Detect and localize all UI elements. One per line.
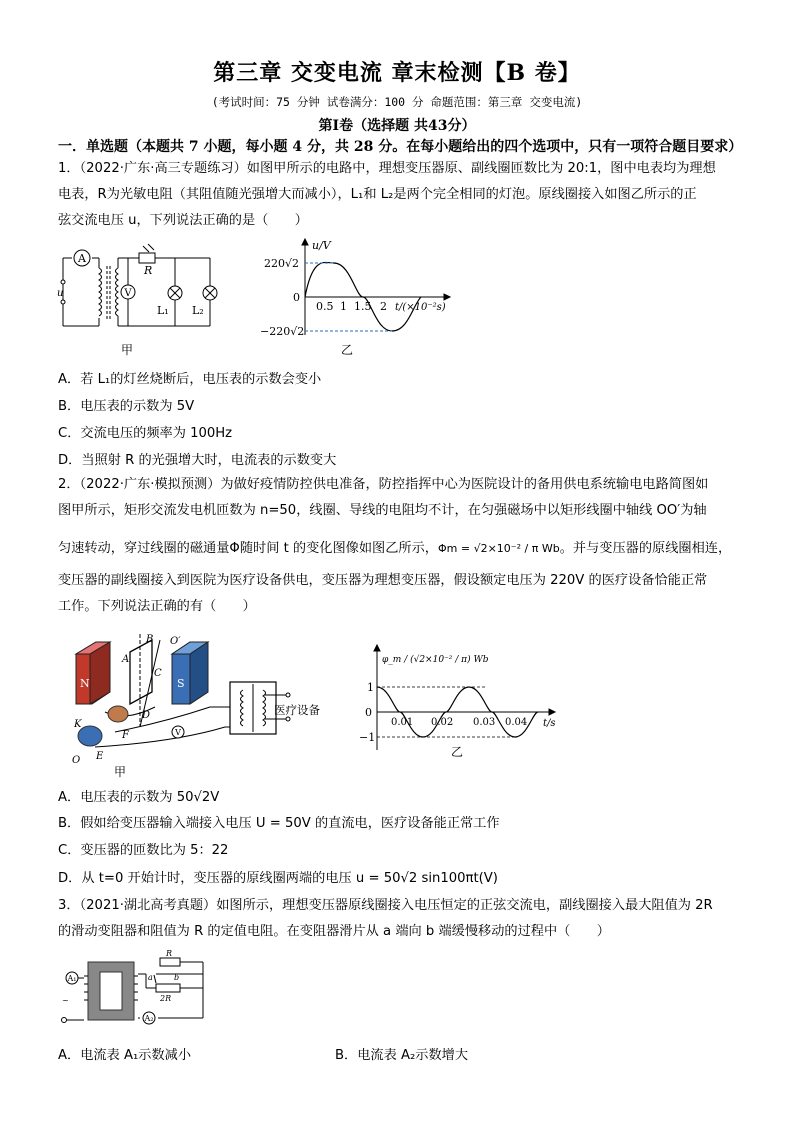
q2-fig-b-caption: 乙 [451,745,464,759]
q3-stem-line2: 的滑动变阻器和阻值为 R 的定值电阻。在变阻器滑片从 a 端向 b 端缓慢移动的过程中（ ） [58,924,610,939]
q2-stem-line3b: 。并与变压器的原线圈相连， [559,541,732,556]
q2-graph-ytick-1: 1 [367,681,374,694]
q2-graph-xlabel: t/s [543,718,556,729]
q2-graph-ytick-neg1: −1 [359,731,376,744]
lamp1-label: L₁ [157,304,169,317]
point-f-label: F [122,730,129,741]
q2-stem-line3a: 匀速转动，穿过线圈的磁通量Φ随时间 t 的变化图像如图乙所示， [58,541,438,556]
q1-graph-xtick-2: 1 [340,300,347,313]
exam-meta: (考试时间：75 分钟 试卷满分：100 分 命题范围：第三章 交变电流) [211,95,583,109]
section-heading: 一．单选题（本题共 7 小题，每小题 4 分，共 28 分。在每小题给出的四个选项中，只有一项符合题目要求） [58,139,743,155]
q1-stem-line2: 电表，R为光敏电阻（其阻值随光强增大而减小），L₁和 L₂是两个完全相同的灯泡。原线圈接入如图乙所示的正 [58,187,697,202]
q3-ac-source-label: ~ [62,996,69,1005]
q2-option-a: A．电压表的示数为 50√2V [58,790,220,805]
q2-graph-xtick-2: 0.02 [431,717,454,728]
q2-stem-line5: 工作。下列说法正确的有（ ） [58,599,256,614]
q2-graph-ytick-0: 0 [365,706,372,719]
q3-point-a-label: a [148,973,153,982]
q1-graph-ylabel: u/V [312,239,331,252]
resistor-label: R [144,264,153,277]
q2-option-d: D．从 t=0 开始计时，变压器的原线圈两端的电压 u = 50√2 sin100πt(V) [58,871,498,886]
q1-graph-origin: 0 [293,291,300,304]
q3-stem [58,893,748,945]
point-c-label: C [154,668,162,679]
point-b-label: B [146,634,154,645]
q1-option-a: A．若 L₁的灯丝烧断后，电压表的示数会变小 [58,372,322,387]
q1-graph-xtick-1: 0.5 [316,300,334,313]
q2-generator-figure [60,632,330,772]
q1-graph-xlabel: t/(×10⁻²s) [395,302,446,313]
q1-option-d: D．当照射 R 的光强增大时，电流表的示数变大 [58,453,337,468]
q3-option-b: B．电流表 A₂示数增大 [335,1048,469,1063]
point-o-label: O [72,755,81,766]
q2-stem-line2: 图甲所示，矩形交流发电机匝数为 n=50，线圈、导线的电阻均不计，在匀强磁场中以矩形线圈中轴线 OO′为轴 [58,503,707,518]
q1-circuit-figure [55,238,225,336]
q3-resistor-r-label: R [166,949,173,958]
q2-option-b: B．假如给变压器输入端接入电压 U = 50V 的直流电，医疗设备能正常工作 [58,816,500,831]
point-k-label: K [74,719,82,730]
q2-graph-xtick-4: 0.04 [505,717,528,728]
q2-voltmeter-label: V [175,728,181,737]
q2-stem-cont [58,568,748,620]
q2-stem-line1: 2．（2022·广东·模拟预测）为做好疫情防控供电准备，防控指挥中心为医院设计的备用供电系统输电电路简图如 [58,477,709,492]
q3-ammeter1-label: A₁ [67,974,77,983]
q2-graph-xtick-1: 0.01 [391,717,414,728]
q1-stem-line1: 1．（2022·广东·高三专题练习）如图甲所示的电路中，理想变压器原、副线圈匝数比为 20:1，图中电表均为理想 [58,161,716,176]
q1-graph-ymax: 220√2 [264,257,300,270]
q2-option-c: C．变压器的匝数比为 5：22 [58,843,229,858]
point-o2-label: O′ [170,636,181,647]
q1-fig-a-caption: 甲 [121,343,134,357]
voltmeter-label: V [124,288,132,299]
q2-flux-graph [355,640,570,760]
point-a-label: A [122,654,130,665]
q2-fig-a-caption: 甲 [114,765,127,779]
q2-stem-line4: 变压器的副线圈接入到医院为医疗设备供电，变压器为理想变压器，假设额定电压为 220V 的医疗设备恰能正常 [58,573,708,588]
page-title: 第三章 交变电流 章末检测【B 卷】 [213,60,581,86]
q2-graph-ylabel: φ_m / (√2×10⁻² / π) Wb [382,655,489,665]
q3-ammeter2-label: A₂ [144,1014,154,1023]
q2-graph-xtick-3: 0.03 [473,717,496,728]
source-label: u [57,288,64,299]
medical-device-label: 医疗设备 [274,703,320,717]
point-e-label: E [96,751,104,762]
q1-fig-b-caption: 乙 [341,343,354,357]
ammeter-label: A [78,252,86,265]
q3-rheostat-label: 2R [160,994,172,1003]
part-heading: 第Ⅰ卷（选择题 共43分） [318,118,476,134]
magnet-n-label: N [80,677,90,690]
q3-circuit-figure [58,948,218,1030]
q1-voltage-graph [250,235,460,340]
q1-option-c: C．交流电压的频率为 100Hz [58,426,233,441]
q1-graph-xtick-4: 2 [380,300,387,313]
q3-stem-line1: 3．（2021·湖北高考真题）如图所示，理想变压器原线圈接入电压恒定的正弦交流电，副线圈接入最大阻值为 2R [58,898,713,913]
q1-stem [58,156,748,234]
q1-graph-ymin: −220√2 [260,325,305,338]
q1-graph-xtick-3: 1.5 [354,300,372,313]
q2-phi-formula: Φm = √2×10⁻² / π Wb [438,542,560,555]
q3-option-a: A．电流表 A₁示数减小 [58,1048,192,1063]
magnet-s-label: S [177,677,185,690]
q3-point-b-label: b [174,973,180,982]
q2-stem [58,472,748,524]
q1-stem-line3: 弦交流电压 u，下列说法正确的是（ ） [58,213,308,228]
lamp2-label: L₂ [192,304,204,317]
point-d-label: D [142,710,151,721]
q2-stem-line3 [58,536,748,562]
q1-option-b: B．电压表的示数为 5V [58,399,195,414]
